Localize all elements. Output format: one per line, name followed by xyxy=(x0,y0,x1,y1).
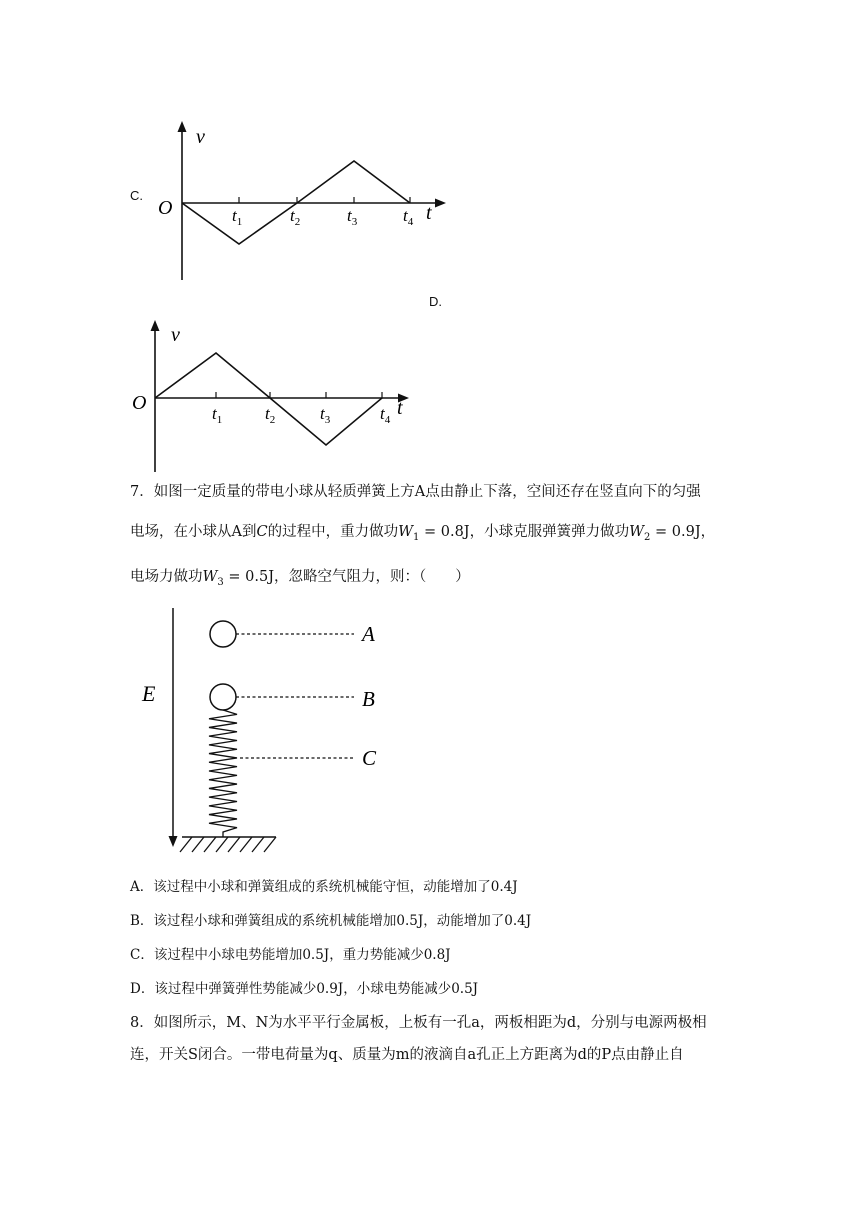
vt-graph-c xyxy=(150,115,450,285)
q8-line2: 连，开关S闭合。一带电荷量为q、质量为m的液滴自a孔正上方距离为d的P点由静止自 xyxy=(130,1047,684,1063)
point-b-label: B xyxy=(362,687,375,711)
origin-label: O xyxy=(158,197,173,219)
t-axis-label: t xyxy=(426,202,432,224)
ball-b xyxy=(210,684,236,710)
point-a-label: A xyxy=(362,622,375,646)
q8-line1: 8．如图所示，M、N为水平平行金属板，上板有一孔a，两板相距为d，分别与电源两极相 xyxy=(130,1015,707,1031)
origin-label: O xyxy=(132,392,147,414)
q7-option-b: B．该过程小球和弹簧组成的系统机械能增加0.5J，动能增加了0.4J xyxy=(130,913,532,929)
v-axis-label: v xyxy=(196,126,205,148)
tick-t1: $t_1$ xyxy=(212,404,223,426)
q7-line1: 7．如图一定质量的带电小球从轻质弹簧上方A点由静止下落，空间还存在竖直向下的匀强 xyxy=(130,484,701,500)
tick-t3: $t_3$ xyxy=(347,206,358,228)
q7-option-c: C．该过程中小球电势能增加0.5J，重力势能减少0.8J xyxy=(130,947,451,963)
spring xyxy=(209,710,237,837)
tick-t2: $t_2$ xyxy=(265,404,276,426)
v-axis-label: v xyxy=(171,324,180,346)
option-d-label: D. xyxy=(429,294,442,309)
v-axis-arrow xyxy=(178,121,187,132)
q7-line2: 电场，在小球从A到C的过程中，重力做功$W_1 = 0.8J$，小球克服弹簧弹力做功$W_2 = 0.9J$， xyxy=(130,524,716,543)
tick-t2: $t_2$ xyxy=(290,206,301,228)
v-axis-arrow xyxy=(151,320,160,331)
point-c-label: C xyxy=(362,746,377,770)
ball-a xyxy=(210,621,236,647)
tick-t4: $t_4$ xyxy=(380,404,391,426)
option-c-label: C. xyxy=(130,188,143,203)
q7-line3: 电场力做功$W_3 = 0.5J$，忽略空气阻力，则：（ ） xyxy=(130,569,470,588)
tick-t1: $t_1$ xyxy=(232,206,243,228)
vt-curve-d xyxy=(155,353,382,445)
ground-hatch xyxy=(180,837,276,852)
tick-t4: $t_4$ xyxy=(403,206,414,228)
q7-option-d: D．该过程中弹簧弹性势能减少0.9J，小球电势能减少0.5J xyxy=(130,981,479,997)
vt-graph-d xyxy=(125,312,425,477)
tick-t3: $t_3$ xyxy=(320,404,331,426)
field-label: E xyxy=(142,681,156,706)
q7-figure xyxy=(130,600,400,865)
t-axis-arrow xyxy=(435,199,446,208)
field-arrow xyxy=(169,836,178,847)
t-axis-label: t xyxy=(397,397,403,419)
q7-option-a: A．该过程中小球和弹簧组成的系统机械能守恒，动能增加了0.4J xyxy=(130,879,518,895)
